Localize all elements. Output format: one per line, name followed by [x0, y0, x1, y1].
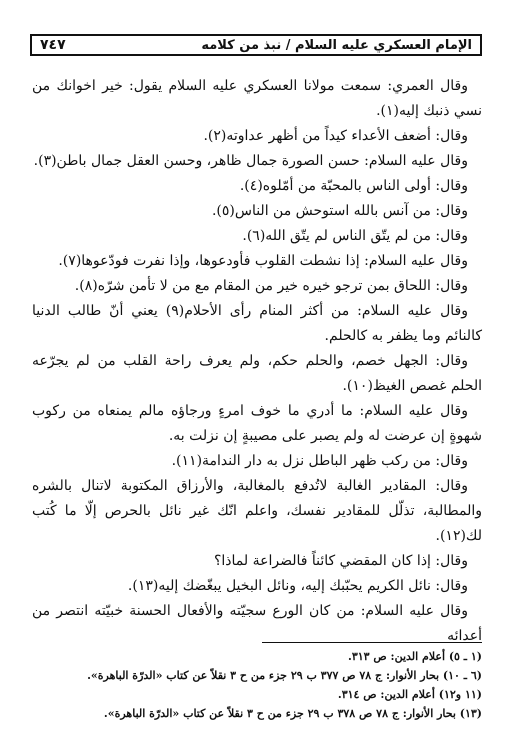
- paragraph: وقال: اللحاق بمن ترجو خيره خير من المقام مع من لا تأمن شرّه(٨).: [74, 278, 468, 294]
- footnote: (١٣) بحار الأنوار: ج ٧٨ ص ٣٧٨ ب ٢٩ جزء من ح ٣ نقلاً عن كتاب «الدرّة الباهرة».: [103, 707, 482, 720]
- paragraph: وقال عليه السلام: من أكثر المنام رأى الأحلام(٩) يعني أنّ طالب الدنيا كالنائم وما يظفر به كالحلم.: [32, 303, 482, 344]
- footnote: (١ ـ ٥) أعلام الدين: ص ٣١٣.: [347, 650, 482, 663]
- footnote: (١١ و١٢) أعلام الدين: ص ٣١٤.: [337, 688, 482, 701]
- footnote-divider: [262, 642, 482, 643]
- paragraph: وقال: إذا كان المقضي كائناً فالضراعة لماذا؟: [213, 553, 468, 569]
- footnotes: [32, 647, 482, 723]
- main-text: [32, 74, 482, 649]
- paragraph: وقال عليه السلام: حسن الصورة جمال ظاهر، وحسن العقل جمال باطن(٣).: [33, 153, 468, 169]
- paragraph: وقال: الجهل خصم، والحلم حكم، ولم يعرف راحة القلب من لم يجرّعه الحلم غصص الغيظ(١٠).: [32, 353, 482, 394]
- running-title: الإمام العسكري عليه السلام / نبذ من كلامه: [201, 37, 472, 53]
- paragraph: وقال العمري: سمعت مولانا العسكري عليه السلام يقول: خير اخوانك من نسي ذنبك إليه(١).: [32, 78, 482, 119]
- paragraph: وقال: من لم يتّق الناس لم يتّق الله(٦).: [242, 228, 468, 244]
- paragraph: وقال عليه السلام: إذا نشطت القلوب فأودعوها، وإذا نفرت فودّعوها(٧).: [58, 253, 468, 269]
- paragraph: وقال: من آنس بالله استوحش من الناس(٥).: [211, 203, 468, 219]
- page-number: ٧٤٧: [40, 37, 66, 53]
- page-header: [30, 34, 482, 56]
- paragraph: وقال عليه السلام: من كان الورع سجيّته والأفعال الحسنة خبيّته انتصر من أعدائه: [32, 603, 482, 644]
- paragraph: وقال: أضعف الأعداء كيداً من أظهر عداوته(٢).: [203, 128, 468, 144]
- paragraph: وقال: من ركب ظهر الباطل نزل به دار الندامة(١١).: [171, 453, 468, 469]
- paragraph: وقال: أولى الناس بالمحبّة من أمّلوه(٤).: [239, 178, 468, 194]
- footnote: (٦ ـ ١٠) بحار الأنوار: ج ٧٨ ص ٣٧٧ ب ٢٩ جزء من ح ٣ نقلاً عن كتاب «الدرّة الباهرة».: [87, 669, 482, 682]
- paragraph: وقال: المقادير الغالبة لاتُدفع بالمغالبة، والأرزاق المكتوبة لاتنال بالشره والمطالبة، تذلّل للمقادير نفسك، واعلم انّك غير نائل بالحرص إلّا ما كُتب لك(١٢).: [32, 478, 482, 544]
- paragraph: وقال عليه السلام: ما أدري ما خوف امرءٍ ورجاؤه مالم يمنعاه من ركوب شهوةٍ إن عرضت له ولم يصبر على مصيبةٍ إن نزلت به.: [32, 403, 482, 444]
- paragraph: وقال: نائل الكريم يحبّبك إليه، ونائل البخيل يبغّضك إليه(١٣).: [127, 578, 468, 594]
